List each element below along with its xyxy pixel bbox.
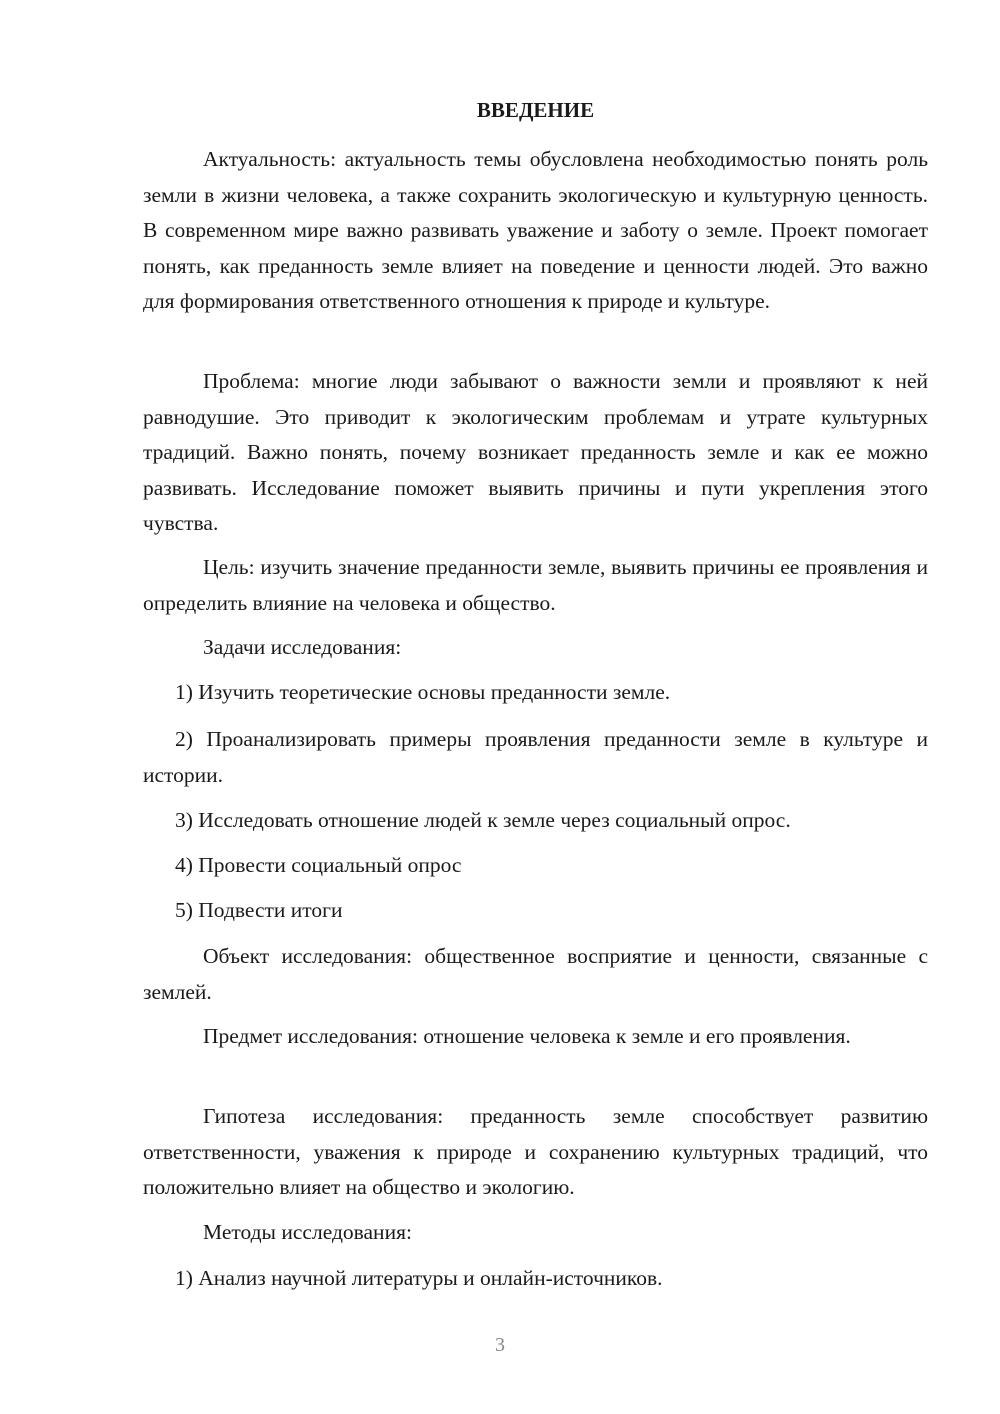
paragraph-object: Объект исследования: общественное восприятие и ценности, связанные с землей. (143, 944, 928, 1004)
document-page (143, 0, 928, 1414)
list-item-task-3: 3) Исследовать отношение людей к земле через социальный опрос. (175, 808, 791, 832)
paragraph-subject: Предмет исследования: отношение человека к земле и его проявления. (203, 1024, 851, 1048)
section-title: ВВЕДЕНИЕ (476, 98, 595, 122)
paragraph-problem: Проблема: многие люди забывают о важности земли и проявляют к ней равнодушие. Это приводит к экологическим проблемам и утрате культурных традиций. Важно понять, почему возникает преданность земле и как ее можно развивать. Исследование поможет выявить причины и пути укрепления этого чувства. (143, 369, 928, 535)
paragraph-tasks-heading: Задачи исследования: (203, 635, 402, 659)
list-item-task-2: 2) Проанализировать примеры проявления преданности земле в культуре и истории. (143, 727, 928, 787)
list-item-method-1: 1) Анализ научной литературы и онлайн-источников. (175, 1266, 663, 1290)
paragraph-goal: Цель: изучить значение преданности земле, выявить причины ее проявления и определить влияние на человека и общество. (143, 555, 928, 615)
paragraph-relevance: Актуальность: актуальность темы обусловлена необходимостью понять роль земли в жизни человека, а также сохранить экологическую и культурную ценность. В современном мире важно развивать уважение и заботу о земле. Проект помогает понять, как преданность земле влияет на поведение и ценности людей. Это важно для формирования ответственного отношения к природе и культуре. (143, 147, 928, 313)
page-number: 3 (495, 1334, 505, 1356)
paragraph-methods-heading: Методы исследования: (203, 1220, 412, 1244)
paragraph-hypothesis: Гипотеза исследования: преданность земле способствует развитию ответственности, уважения к природе и сохранению культурных традиций, что положительно влияет на общество и экологию. (143, 1104, 928, 1199)
list-item-task-4: 4) Провести социальный опрос (175, 853, 462, 877)
list-item-task-5: 5) Подвести итоги (175, 898, 343, 922)
list-item-task-1: 1) Изучить теоретические основы преданности земле. (175, 680, 671, 704)
